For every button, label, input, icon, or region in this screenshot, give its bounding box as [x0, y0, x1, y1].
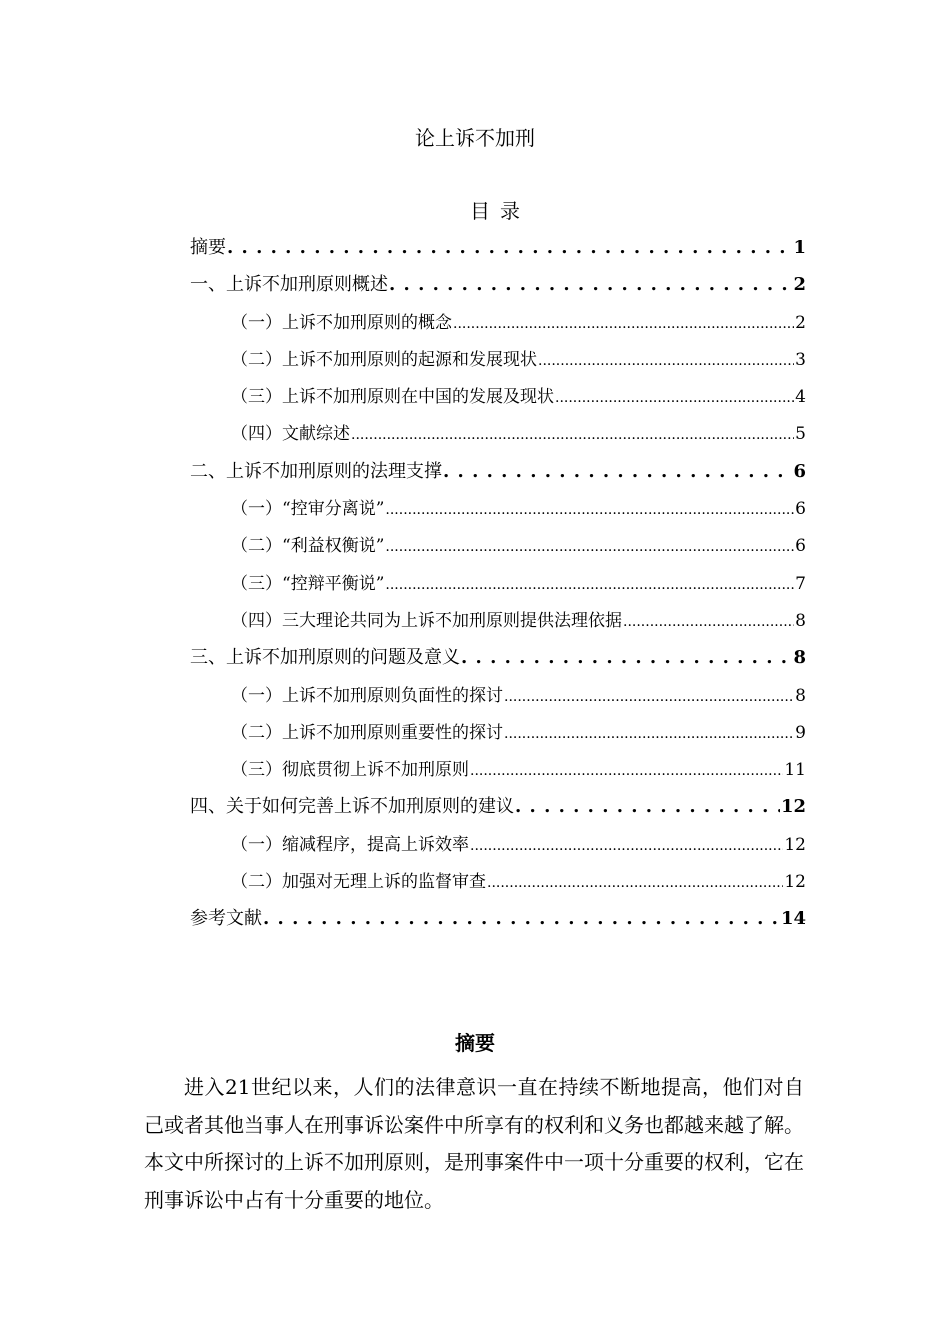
toc-entry-page-number: 14 [780, 908, 806, 930]
toc-entry[interactable] [190, 569, 806, 606]
toc-entry[interactable] [190, 867, 806, 904]
toc-entry-title: （二）上诉不加刑原则重要性的探讨 [231, 722, 503, 743]
toc-dot-leader [351, 419, 794, 450]
toc-entry-title: （一）缩减程序，提高上诉效率 [231, 834, 469, 855]
toc-entry-title: （二）加强对无理上诉的监督审查 [231, 872, 486, 893]
toc-entry-page-number: 8 [795, 610, 806, 631]
toc-dot-leader [385, 569, 794, 600]
toc-entry-title: （二）上诉不加刑原则的起源和发展现状 [231, 349, 537, 370]
toc-dot-leader [389, 270, 792, 300]
toc-entry[interactable] [190, 718, 806, 755]
toc-dot-leader [470, 755, 783, 786]
toc-entry[interactable] [190, 308, 806, 345]
toc-dot-leader [504, 718, 794, 749]
toc-entry-page-number: 8 [795, 685, 806, 706]
toc-entry[interactable] [190, 531, 806, 568]
abstract-body: 进入21世纪以来，人们的法律意识一直在持续不断地提高，他们对自己或者其他当事人在刑事诉讼案件中所享有的权利和义务也都越来越了解。本文中所探讨的上诉不加刑原则，是刑事案件中一项十分重要的权利，它在刑事诉讼中占有十分重要的地位。 [144, 1075, 804, 1212]
toc-entry-title: 参考文献 [190, 908, 262, 930]
toc-entry[interactable] [190, 270, 806, 307]
toc-entry-page-number: 4 [795, 387, 806, 408]
toc-entry-page-number: 8 [793, 647, 806, 669]
toc-dot-leader [515, 792, 780, 822]
toc-dot-leader [227, 233, 792, 263]
toc-entry[interactable] [190, 457, 806, 494]
toc-entry[interactable] [190, 904, 806, 941]
toc-entry-page-number: 2 [793, 274, 806, 296]
toc-entry-page-number: 9 [795, 722, 806, 743]
abstract-heading: 摘要 [455, 1031, 495, 1055]
toc-entry[interactable] [190, 419, 806, 456]
toc-dot-leader [443, 457, 792, 487]
toc-entry[interactable] [190, 681, 806, 718]
toc-entry-title: 四、关于如何完善上诉不加刑原则的建议 [190, 796, 514, 818]
toc-entry[interactable] [190, 345, 806, 382]
toc-entry-page-number: 12 [784, 872, 806, 893]
toc-entry-page-number: 1 [793, 237, 806, 258]
toc-entry-page-number: 6 [795, 499, 806, 520]
toc-entry-page-number: 2 [795, 312, 806, 333]
toc-entry-title: （三）彻底贯彻上诉不加刑原则 [231, 760, 469, 781]
toc-entry-title: （二）“利益权衡说” [231, 536, 385, 557]
toc-entry-title: 三、上诉不加刑原则的问题及意义 [190, 647, 460, 669]
toc-entry-title: （一）“控审分离说” [231, 499, 385, 520]
toc-dot-leader [263, 904, 780, 934]
toc-entry-title: （四）三大理论共同为上诉不加刑原则提供法理依据 [231, 610, 622, 631]
toc-entry-title: 二、上诉不加刑原则的法理支撑 [190, 460, 442, 482]
toc-entry-page-number: 12 [780, 796, 806, 818]
toc-entry[interactable] [190, 792, 806, 829]
toc-entry[interactable] [190, 382, 806, 419]
table-of-contents [190, 233, 806, 942]
toc-entry[interactable] [190, 830, 806, 867]
toc-dot-leader [470, 830, 783, 861]
toc-entry-page-number: 3 [795, 349, 806, 370]
toc-entry-title: （四）文献综述 [231, 424, 350, 445]
toc-heading: 目录 [470, 199, 530, 223]
toc-entry-title: （三）“控辩平衡说” [231, 573, 385, 594]
toc-entry-page-number: 7 [795, 573, 806, 594]
toc-entry[interactable] [190, 643, 806, 680]
toc-entry-page-number: 12 [784, 834, 806, 855]
toc-entry-title: （一）上诉不加刑原则的概念 [231, 312, 452, 333]
toc-dot-leader [385, 531, 794, 562]
toc-dot-leader [623, 606, 794, 637]
toc-entry[interactable] [190, 494, 806, 531]
toc-entry-page-number: 5 [795, 424, 806, 445]
toc-dot-leader [385, 494, 794, 525]
toc-entry[interactable] [190, 606, 806, 643]
toc-entry-page-number: 6 [795, 536, 806, 557]
toc-entry-page-number: 6 [793, 460, 806, 482]
toc-entry[interactable] [190, 233, 806, 270]
toc-dot-leader [555, 382, 794, 413]
toc-entry[interactable] [190, 755, 806, 792]
toc-dot-leader [487, 867, 783, 898]
toc-entry-title: 摘要 [190, 237, 226, 258]
toc-entry-title: （三）上诉不加刑原则在中国的发展及现状 [231, 387, 554, 408]
document-title: 论上诉不加刑 [415, 126, 535, 150]
toc-dot-leader [538, 345, 794, 376]
toc-dot-leader [461, 643, 792, 673]
toc-entry-title: 一、上诉不加刑原则概述 [190, 274, 388, 296]
toc-entry-page-number: 11 [784, 760, 806, 781]
toc-dot-leader [453, 308, 794, 339]
toc-entry-title: （一）上诉不加刑原则负面性的探讨 [231, 685, 503, 706]
toc-dot-leader [504, 681, 794, 712]
